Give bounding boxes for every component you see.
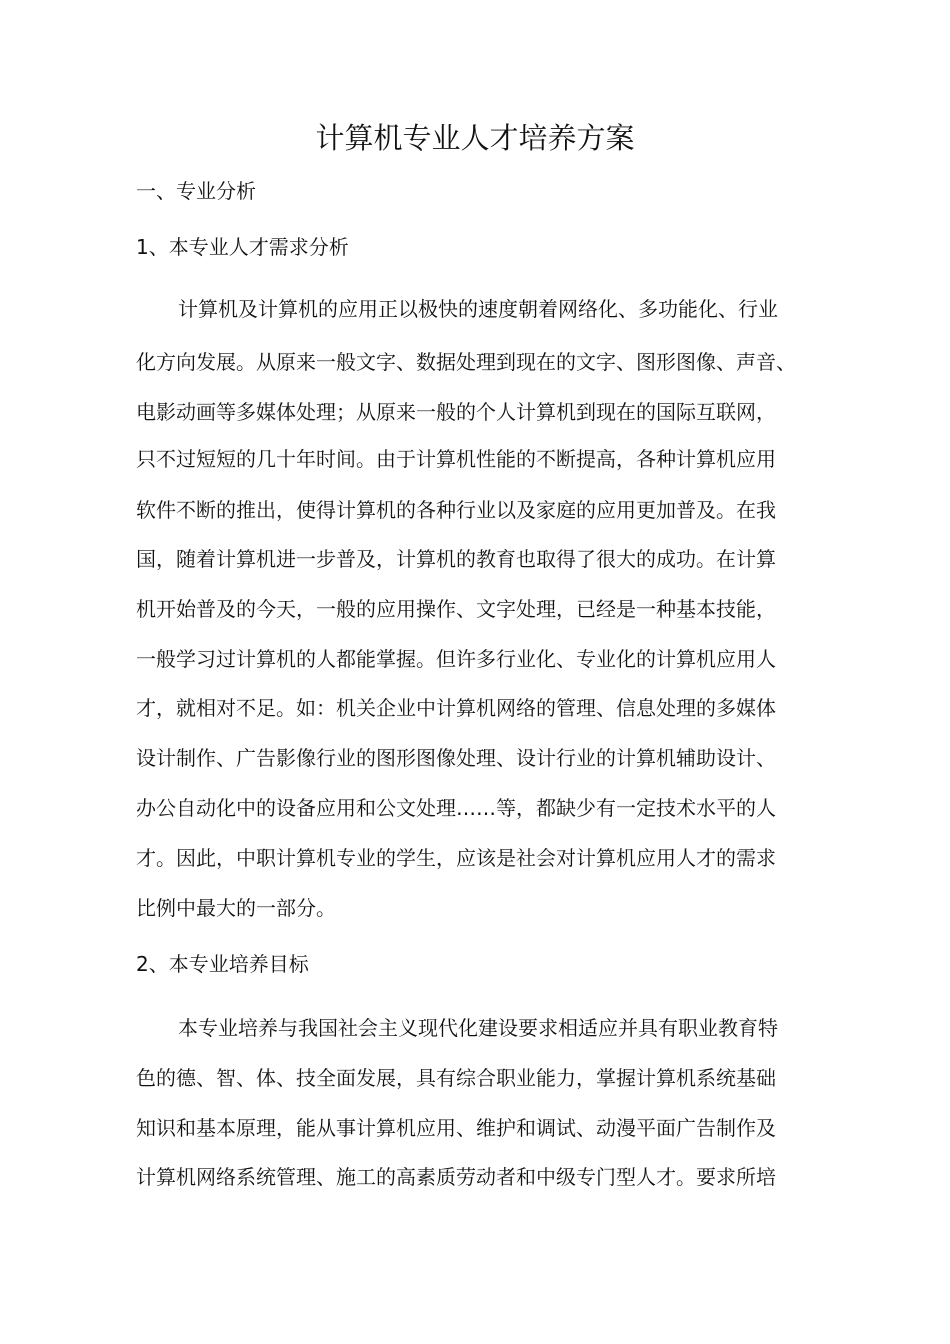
paragraph-line: 计算机及计算机的应用正以极快的速度朝着网络化、多功能化、行业 bbox=[178, 297, 778, 321]
paragraph-line: 一般学习过计算机的人都能掌握。但许多行业化、专业化的计算机应用人 bbox=[136, 647, 776, 671]
paragraph-line: 比例中最大的一部分。 bbox=[136, 896, 336, 920]
section-heading-professional-analysis: 一、专业分析 bbox=[136, 179, 256, 203]
paragraph-line: 知识和基本原理，能从事计算机应用、维护和调试、动漫平面广告制作及 bbox=[136, 1116, 776, 1140]
paragraph-line: 设计制作、广告影像行业的图形图像处理、设计行业的计算机辅助设计、 bbox=[136, 746, 776, 770]
paragraph-line: 本专业培养与我国社会主义现代化建设要求相适应并具有职业教育特 bbox=[178, 1016, 778, 1040]
paragraph-line: 才，就相对不足。如：机关企业中计算机网络的管理、信息处理的多媒体 bbox=[136, 696, 776, 720]
subsection-heading-talent-demand: 1、本专业人才需求分析 bbox=[136, 235, 349, 259]
paragraph-line: 色的德、智、体、技全面发展，具有综合职业能力，掌握计算机系统基础 bbox=[136, 1066, 776, 1090]
paragraph-line: 电影动画等多媒体处理；从原来一般的个人计算机到现在的国际互联网， bbox=[136, 400, 776, 424]
paragraph-line: 只不过短短的几十年时间。由于计算机性能的不断提高，各种计算机应用 bbox=[136, 447, 776, 471]
paragraph-line: 化方向发展。从原来一般文字、数据处理到现在的文字、图形图像、声音、 bbox=[136, 350, 796, 374]
paragraph-line: 计算机网络系统管理、施工的高素质劳动者和中级专门型人才。要求所培 bbox=[136, 1165, 776, 1189]
subsection-heading-training-goal: 2、本专业培养目标 bbox=[136, 952, 309, 976]
paragraph-line: 软件不断的推出，使得计算机的各种行业以及家庭的应用更加普及。在我 bbox=[136, 498, 776, 522]
paragraph-line: 才。因此，中职计算机专业的学生，应该是社会对计算机应用人才的需求 bbox=[136, 846, 776, 870]
paragraph-line: 机开始普及的今天，一般的应用操作、文字处理，已经是一种基本技能， bbox=[136, 597, 776, 621]
paragraph-line: 办公自动化中的设备应用和公文处理……等，都缺少有一定技术水平的人 bbox=[136, 796, 776, 820]
paragraph-line: 国，随着计算机进一步普及，计算机的教育也取得了很大的成功。在计算 bbox=[136, 547, 776, 571]
document-title: 计算机专业人才培养方案 bbox=[315, 121, 635, 155]
